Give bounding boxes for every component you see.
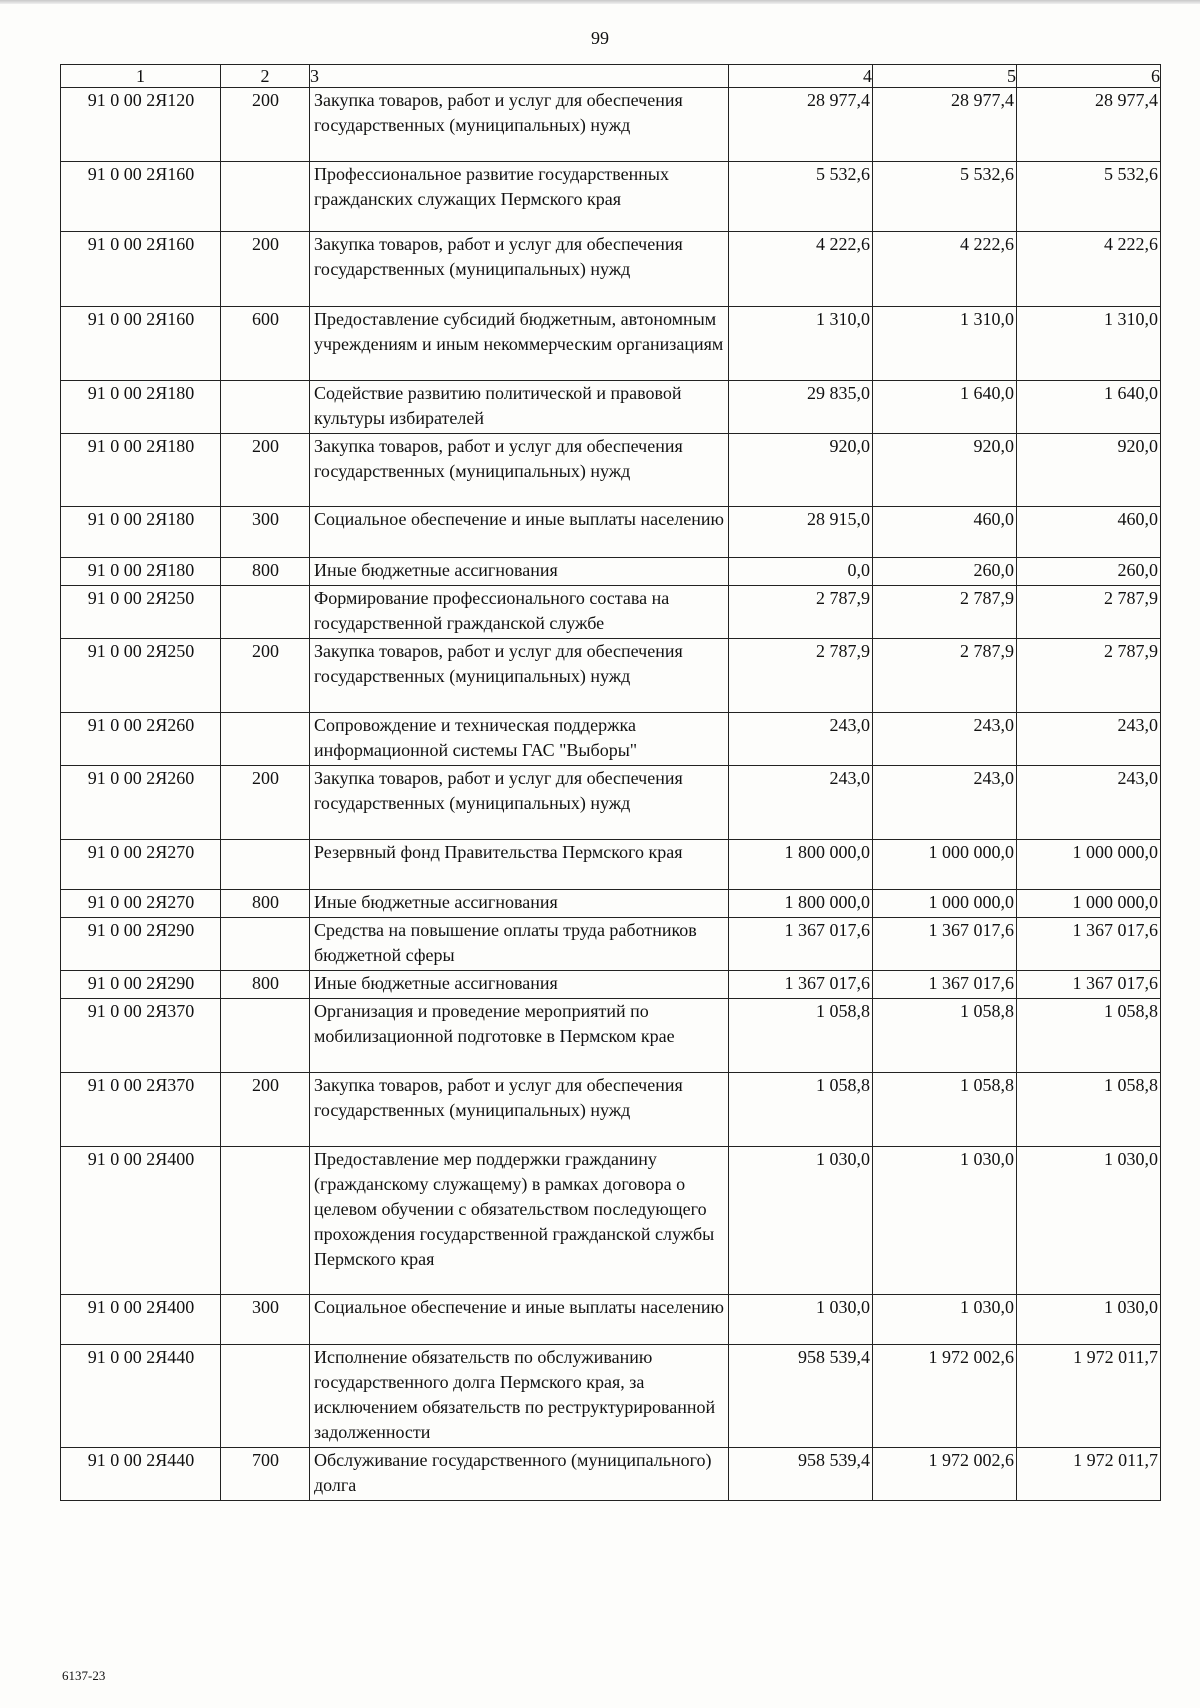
budget-code-cell: 91 0 00 2Я180 bbox=[61, 434, 221, 507]
amount-col6-cell: 2 787,9 bbox=[1017, 639, 1161, 713]
budget-code-cell: 91 0 00 2Я250 bbox=[61, 586, 221, 639]
scan-edge bbox=[0, 0, 1200, 4]
amount-col6-cell: 28 977,4 bbox=[1017, 88, 1161, 162]
table-row bbox=[61, 766, 1161, 840]
amount-col5-cell: 1 367 017,6 bbox=[873, 971, 1017, 999]
budget-code-cell: 91 0 00 2Я180 bbox=[61, 381, 221, 434]
amount-col5-cell: 920,0 bbox=[873, 434, 1017, 507]
amount-col5-cell: 1 030,0 bbox=[873, 1147, 1017, 1295]
table-row bbox=[61, 434, 1161, 507]
expense-type-cell bbox=[221, 918, 310, 971]
amount-col6-cell: 1 030,0 bbox=[1017, 1295, 1161, 1345]
amount-col6-cell: 4 222,6 bbox=[1017, 232, 1161, 307]
item-name-cell: Предоставление мер поддержки гражданину (гражданскому служащему) в рамках договора о целевом обучении с обязательством последующего прохождения государственной гражданской службы Пермского края bbox=[310, 1147, 729, 1295]
item-name-cell: Профессиональное развитие государственных гражданских служащих Пермского края bbox=[310, 162, 729, 232]
amount-col5-cell: 1 972 002,6 bbox=[873, 1448, 1017, 1501]
amount-col5-cell: 2 787,9 bbox=[873, 639, 1017, 713]
amount-col4-cell: 5 532,6 bbox=[729, 162, 873, 232]
item-name-cell: Социальное обеспечение и иные выплаты населению bbox=[310, 1295, 729, 1345]
amount-col4-cell: 0,0 bbox=[729, 558, 873, 586]
budget-table bbox=[60, 64, 1161, 1501]
item-name-cell: Обслуживание государственного (муниципального) долга bbox=[310, 1448, 729, 1501]
item-name-cell: Иные бюджетные ассигнования bbox=[310, 971, 729, 999]
amount-col5-cell: 2 787,9 bbox=[873, 586, 1017, 639]
expense-type-cell bbox=[221, 1147, 310, 1295]
amount-col4-cell: 28 977,4 bbox=[729, 88, 873, 162]
expense-type-cell bbox=[221, 586, 310, 639]
expense-type-cell: 800 bbox=[221, 971, 310, 999]
amount-col5-cell: 1 640,0 bbox=[873, 381, 1017, 434]
budget-code-cell: 91 0 00 2Я260 bbox=[61, 713, 221, 766]
item-name-cell: Социальное обеспечение и иные выплаты населению bbox=[310, 507, 729, 558]
table-row bbox=[61, 999, 1161, 1073]
amount-col6-cell: 243,0 bbox=[1017, 766, 1161, 840]
column-number-5: 5 bbox=[873, 65, 1017, 88]
amount-col6-cell: 260,0 bbox=[1017, 558, 1161, 586]
amount-col6-cell: 243,0 bbox=[1017, 713, 1161, 766]
amount-col5-cell: 260,0 bbox=[873, 558, 1017, 586]
expense-type-cell: 800 bbox=[221, 890, 310, 918]
amount-col4-cell: 4 222,6 bbox=[729, 232, 873, 307]
amount-col5-cell: 460,0 bbox=[873, 507, 1017, 558]
amount-col5-cell: 1 000 000,0 bbox=[873, 840, 1017, 890]
amount-col4-cell: 1 367 017,6 bbox=[729, 971, 873, 999]
amount-col5-cell: 1 367 017,6 bbox=[873, 918, 1017, 971]
amount-col6-cell: 1 000 000,0 bbox=[1017, 890, 1161, 918]
budget-code-cell: 91 0 00 2Я290 bbox=[61, 971, 221, 999]
table-row bbox=[61, 88, 1161, 162]
table-row bbox=[61, 232, 1161, 307]
amount-col4-cell: 243,0 bbox=[729, 713, 873, 766]
budget-code-cell: 91 0 00 2Я180 bbox=[61, 558, 221, 586]
budget-code-cell: 91 0 00 2Я370 bbox=[61, 999, 221, 1073]
item-name-cell: Организация и проведение мероприятий по мобилизационной подготовке в Пермском крае bbox=[310, 999, 729, 1073]
amount-col4-cell: 1 058,8 bbox=[729, 999, 873, 1073]
amount-col4-cell: 920,0 bbox=[729, 434, 873, 507]
expense-type-cell: 700 bbox=[221, 1448, 310, 1501]
column-number-6: 6 bbox=[1017, 65, 1161, 88]
item-name-cell: Закупка товаров, работ и услуг для обеспечения государственных (муниципальных) нужд bbox=[310, 232, 729, 307]
budget-code-cell: 91 0 00 2Я440 bbox=[61, 1448, 221, 1501]
table-row bbox=[61, 586, 1161, 639]
amount-col5-cell: 1 310,0 bbox=[873, 307, 1017, 381]
column-number-row bbox=[61, 65, 1161, 88]
amount-col5-cell: 1 000 000,0 bbox=[873, 890, 1017, 918]
table-row bbox=[61, 1147, 1161, 1295]
table-row bbox=[61, 713, 1161, 766]
document-code: 6137-23 bbox=[62, 1668, 106, 1683]
expense-type-cell: 200 bbox=[221, 88, 310, 162]
amount-col4-cell: 1 030,0 bbox=[729, 1147, 873, 1295]
amount-col5-cell: 243,0 bbox=[873, 766, 1017, 840]
budget-code-cell: 91 0 00 2Я270 bbox=[61, 840, 221, 890]
expense-type-cell bbox=[221, 162, 310, 232]
column-number-1: 1 bbox=[61, 65, 221, 88]
column-number-3: 3 bbox=[310, 65, 729, 88]
item-name-cell: Формирование профессионального состава на государственной гражданской службе bbox=[310, 586, 729, 639]
budget-code-cell: 91 0 00 2Я160 bbox=[61, 232, 221, 307]
expense-type-cell: 800 bbox=[221, 558, 310, 586]
table-row bbox=[61, 381, 1161, 434]
table-row bbox=[61, 1073, 1161, 1147]
amount-col6-cell: 1 058,8 bbox=[1017, 1073, 1161, 1147]
amount-col5-cell: 28 977,4 bbox=[873, 88, 1017, 162]
budget-code-cell: 91 0 00 2Я400 bbox=[61, 1147, 221, 1295]
item-name-cell: Закупка товаров, работ и услуг для обеспечения государственных (муниципальных) нужд bbox=[310, 88, 729, 162]
expense-type-cell: 300 bbox=[221, 1295, 310, 1345]
amount-col6-cell: 2 787,9 bbox=[1017, 586, 1161, 639]
table-row bbox=[61, 1448, 1161, 1501]
table-row bbox=[61, 558, 1161, 586]
budget-code-cell: 91 0 00 2Я400 bbox=[61, 1295, 221, 1345]
expense-type-cell: 200 bbox=[221, 232, 310, 307]
item-name-cell: Иные бюджетные ассигнования bbox=[310, 890, 729, 918]
page-number: 99 bbox=[591, 28, 609, 48]
amount-col6-cell: 920,0 bbox=[1017, 434, 1161, 507]
amount-col5-cell: 1 058,8 bbox=[873, 1073, 1017, 1147]
amount-col5-cell: 1 972 002,6 bbox=[873, 1345, 1017, 1448]
amount-col4-cell: 1 030,0 bbox=[729, 1295, 873, 1345]
amount-col4-cell: 2 787,9 bbox=[729, 639, 873, 713]
amount-col4-cell: 1 310,0 bbox=[729, 307, 873, 381]
amount-col4-cell: 2 787,9 bbox=[729, 586, 873, 639]
column-number-2: 2 bbox=[221, 65, 310, 88]
column-number-4: 4 bbox=[729, 65, 873, 88]
expense-type-cell: 200 bbox=[221, 434, 310, 507]
budget-code-cell: 91 0 00 2Я270 bbox=[61, 890, 221, 918]
amount-col4-cell: 958 539,4 bbox=[729, 1448, 873, 1501]
item-name-cell: Резервный фонд Правительства Пермского края bbox=[310, 840, 729, 890]
budget-code-cell: 91 0 00 2Я440 bbox=[61, 1345, 221, 1448]
item-name-cell: Закупка товаров, работ и услуг для обеспечения государственных (муниципальных) нужд bbox=[310, 766, 729, 840]
table-row bbox=[61, 639, 1161, 713]
expense-type-cell: 200 bbox=[221, 639, 310, 713]
amount-col5-cell: 243,0 bbox=[873, 713, 1017, 766]
table-row bbox=[61, 162, 1161, 232]
amount-col6-cell: 1 972 011,7 bbox=[1017, 1345, 1161, 1448]
table-body bbox=[61, 88, 1161, 1501]
amount-col6-cell: 5 532,6 bbox=[1017, 162, 1161, 232]
amount-col6-cell: 1 972 011,7 bbox=[1017, 1448, 1161, 1501]
amount-col4-cell: 1 367 017,6 bbox=[729, 918, 873, 971]
item-name-cell: Средства на повышение оплаты труда работников бюджетной сферы bbox=[310, 918, 729, 971]
amount-col5-cell: 5 532,6 bbox=[873, 162, 1017, 232]
amount-col6-cell: 1 367 017,6 bbox=[1017, 918, 1161, 971]
expense-type-cell bbox=[221, 713, 310, 766]
amount-col6-cell: 460,0 bbox=[1017, 507, 1161, 558]
item-name-cell: Закупка товаров, работ и услуг для обеспечения государственных (муниципальных) нужд bbox=[310, 639, 729, 713]
amount-col4-cell: 958 539,4 bbox=[729, 1345, 873, 1448]
budget-code-cell: 91 0 00 2Я370 bbox=[61, 1073, 221, 1147]
table-row bbox=[61, 1345, 1161, 1448]
amount-col6-cell: 1 030,0 bbox=[1017, 1147, 1161, 1295]
amount-col4-cell: 1 800 000,0 bbox=[729, 840, 873, 890]
expense-type-cell bbox=[221, 840, 310, 890]
amount-col4-cell: 243,0 bbox=[729, 766, 873, 840]
budget-code-cell: 91 0 00 2Я160 bbox=[61, 307, 221, 381]
table-row bbox=[61, 1295, 1161, 1345]
expense-type-cell: 600 bbox=[221, 307, 310, 381]
budget-code-cell: 91 0 00 2Я250 bbox=[61, 639, 221, 713]
table-row bbox=[61, 307, 1161, 381]
amount-col5-cell: 1 030,0 bbox=[873, 1295, 1017, 1345]
item-name-cell: Закупка товаров, работ и услуг для обеспечения государственных (муниципальных) нужд bbox=[310, 1073, 729, 1147]
table-row bbox=[61, 918, 1161, 971]
amount-col6-cell: 1 000 000,0 bbox=[1017, 840, 1161, 890]
amount-col6-cell: 1 640,0 bbox=[1017, 381, 1161, 434]
budget-code-cell: 91 0 00 2Я120 bbox=[61, 88, 221, 162]
table-row bbox=[61, 971, 1161, 999]
expense-type-cell bbox=[221, 381, 310, 434]
budget-code-cell: 91 0 00 2Я160 bbox=[61, 162, 221, 232]
budget-code-cell: 91 0 00 2Я290 bbox=[61, 918, 221, 971]
item-name-cell: Закупка товаров, работ и услуг для обеспечения государственных (муниципальных) нужд bbox=[310, 434, 729, 507]
amount-col6-cell: 1 058,8 bbox=[1017, 999, 1161, 1073]
item-name-cell: Исполнение обязательств по обслуживанию государственного долга Пермского края, за исключением обязательств по реструктурированной задолженности bbox=[310, 1345, 729, 1448]
item-name-cell: Сопровождение и техническая поддержка информационной системы ГАС "Выборы" bbox=[310, 713, 729, 766]
table-row bbox=[61, 840, 1161, 890]
amount-col5-cell: 4 222,6 bbox=[873, 232, 1017, 307]
amount-col4-cell: 29 835,0 bbox=[729, 381, 873, 434]
amount-col4-cell: 28 915,0 bbox=[729, 507, 873, 558]
budget-code-cell: 91 0 00 2Я180 bbox=[61, 507, 221, 558]
expense-type-cell: 300 bbox=[221, 507, 310, 558]
expense-type-cell: 200 bbox=[221, 766, 310, 840]
amount-col5-cell: 1 058,8 bbox=[873, 999, 1017, 1073]
expense-type-cell bbox=[221, 999, 310, 1073]
expense-type-cell: 200 bbox=[221, 1073, 310, 1147]
table-row bbox=[61, 507, 1161, 558]
item-name-cell: Предоставление субсидий бюджетным, автономным учреждениям и иным некоммерческим организациям bbox=[310, 307, 729, 381]
amount-col6-cell: 1 310,0 bbox=[1017, 307, 1161, 381]
amount-col4-cell: 1 800 000,0 bbox=[729, 890, 873, 918]
table-header bbox=[61, 65, 1161, 88]
item-name-cell: Содействие развитию политической и правовой культуры избирателей bbox=[310, 381, 729, 434]
item-name-cell: Иные бюджетные ассигнования bbox=[310, 558, 729, 586]
expense-type-cell bbox=[221, 1345, 310, 1448]
budget-code-cell: 91 0 00 2Я260 bbox=[61, 766, 221, 840]
amount-col6-cell: 1 367 017,6 bbox=[1017, 971, 1161, 999]
table-row bbox=[61, 890, 1161, 918]
amount-col4-cell: 1 058,8 bbox=[729, 1073, 873, 1147]
